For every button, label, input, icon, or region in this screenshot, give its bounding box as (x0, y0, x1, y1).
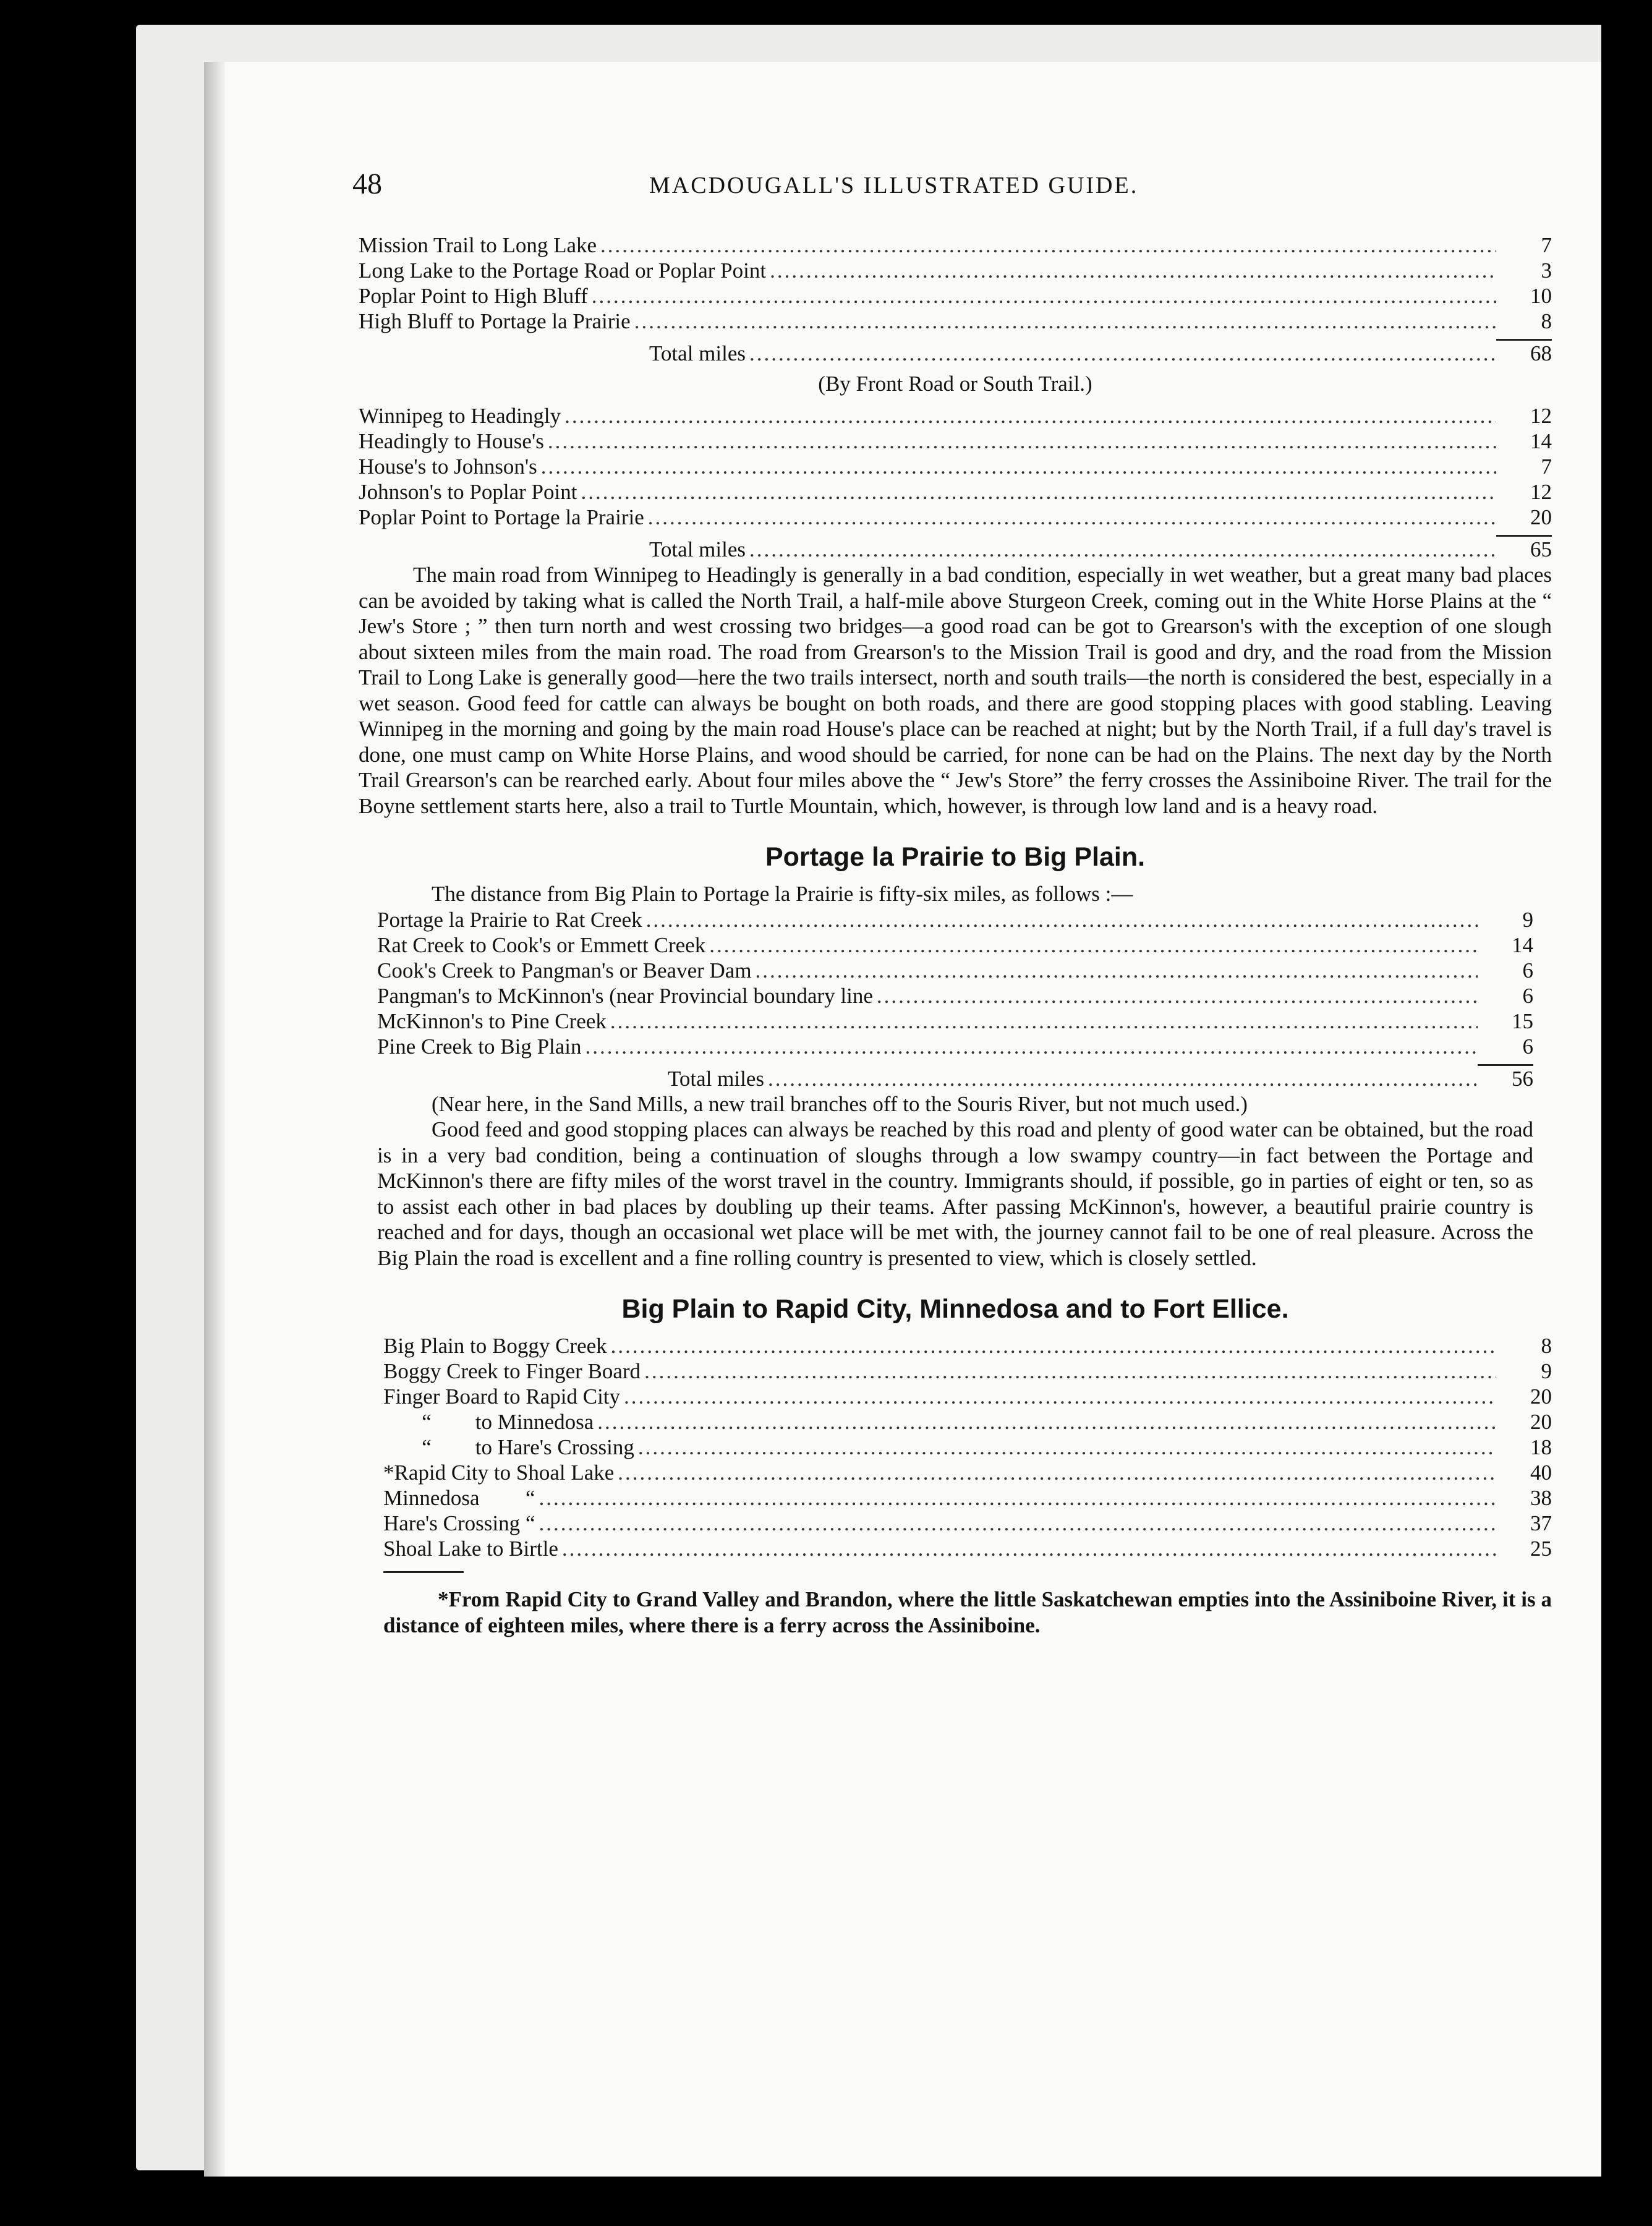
route-miles: 15 (1512, 1009, 1533, 1033)
rapid-city-table (359, 1333, 1552, 1561)
footnote-rule (383, 1571, 464, 1573)
route-label (383, 1511, 535, 1536)
distance-row (383, 1536, 1552, 1561)
ditto-mark: “ (422, 1410, 432, 1434)
route-miles: 6 (1522, 1034, 1533, 1059)
leader-dots (764, 1066, 1478, 1091)
leader-dots (597, 232, 1496, 258)
route-label: Headingly to House's (359, 429, 544, 453)
total-row (649, 341, 1552, 366)
binding-gutter (1601, 25, 1652, 2189)
route-miles: 14 (1530, 429, 1552, 453)
total-label: Total miles (649, 537, 746, 561)
route-label-text: to Hare's Crossing (475, 1435, 634, 1459)
total-miles: 68 (1530, 341, 1552, 365)
route-label (383, 1435, 634, 1460)
route-miles: 9 (1522, 907, 1533, 932)
distance-row (359, 429, 1552, 454)
distance-row (359, 454, 1552, 479)
route-miles: 3 (1541, 258, 1552, 283)
total-miles: 65 (1530, 537, 1552, 561)
route-label: Poplar Point to Portage la Prairie (359, 505, 644, 529)
leader-dots (561, 403, 1496, 429)
leader-dots (873, 983, 1478, 1009)
body-paragraph: The main road from Winnipeg to Headingly is generally in a bad condition, especially in wet weather, but a great many bad places can be avoided by taking what is called the North Trail, a half-mile above Sturgeon Creek, coming out in the White Horse Plains at the “ Jew's Store ; ” then turn north and west crossing two bridges—a good road can be got to Grearson's with the exception of one slough about sixteen miles from the main road. The road from Grearson's to the Mission Trail is good and dry, and the road from the Mission Trail to Long Lake is generally good—here the two trails intersect, north and south trails—the north is considered the best, especially in a wet season. Good feed for cattle can always be bought on both roads, and there are good stopping places with good stabling. Leaving Winnipeg in the morning and going by the main road House's place can be reached at night; but by the North Trail, if a full day's travel is done, one must camp on White Horse Plains, and wood should be carried, for none can be had on the Plains. The next day by the North Trail Grearson's can be rearched early. About four miles above the “ Jew's Store” the ferry crosses the Assiniboine River. The trail for the Boyne settlement starts here, also a trail to Turtle Mountain, which, however, is through low land and is a heavy road. (359, 563, 1552, 818)
distance-row (377, 1034, 1533, 1059)
route-miles: 20 (1530, 505, 1552, 529)
route-miles: 20 (1530, 1384, 1552, 1409)
route-label: McKinnon's to Pine Creek (377, 1009, 607, 1033)
leader-dots (577, 479, 1496, 505)
section-note: (Near here, in the Sand Mills, a new trail branches off to the Souris River, but not much used.) (432, 1091, 1248, 1116)
route-label: Poplar Point to High Bluff (359, 284, 588, 308)
leader-dots (607, 1009, 1478, 1034)
distance-row (359, 258, 1552, 283)
page-fold-shadow (204, 62, 225, 2177)
leader-dots (644, 505, 1496, 530)
leader-dots (558, 1536, 1496, 1561)
leader-dots (752, 958, 1478, 983)
front-road-subtitle: (By Front Road or South Trail.) (818, 372, 1092, 396)
route-label: Big Plain to Boggy Creek (383, 1334, 607, 1358)
distance-row (377, 932, 1533, 958)
route-miles: 40 (1530, 1461, 1552, 1485)
ditto-mark: “ (422, 1435, 432, 1459)
distance-row (383, 1333, 1552, 1358)
route-label: Rat Creek to Cook's or Emmett Creek (377, 932, 706, 957)
total-miles: 56 (1512, 1066, 1533, 1091)
route-miles: 6 (1522, 958, 1533, 983)
route-label: Boggy Creek to Finger Board (383, 1359, 641, 1383)
footnote: *From Rapid City to Grand Valley and Brandon, where the little Saskatchewan empties into the Assiniboine River, it is a distance of eighteen miles, where there is a ferry across the Assiniboine. (383, 1587, 1552, 1637)
distance-row (359, 309, 1552, 334)
route-miles: 18 (1530, 1435, 1552, 1459)
page-number: 48 (352, 168, 382, 200)
leader-dots (607, 1333, 1496, 1358)
total-row (649, 537, 1552, 562)
route-label: Finger Board to Rapid City (383, 1384, 621, 1409)
ditto-mark: “ (526, 1511, 535, 1535)
leader-dots (537, 454, 1496, 479)
distance-row (377, 958, 1533, 983)
distance-row (377, 983, 1533, 1009)
route-label-text: Minnedosa (383, 1486, 480, 1510)
leader-dots (641, 1358, 1496, 1384)
leader-dots (614, 1460, 1496, 1485)
route-label: *Rapid City to Shoal Lake (383, 1461, 615, 1485)
route-label-text: to Minnedosa (475, 1410, 594, 1434)
route-miles: 25 (1530, 1537, 1552, 1561)
distance-row (359, 232, 1552, 258)
route-miles: 12 (1530, 480, 1552, 504)
route-miles: 7 (1541, 454, 1552, 479)
distance-row (383, 1409, 1552, 1435)
leader-dots (634, 1435, 1496, 1460)
distance-row (359, 403, 1552, 429)
leader-dots (766, 258, 1496, 283)
leader-dots (535, 1511, 1496, 1536)
section-heading: Big Plain to Rapid City, Minnedosa and to Fort Ellice. (621, 1294, 1289, 1324)
north-trail-table (359, 232, 1552, 366)
route-label: House's to Johnson's (359, 454, 537, 479)
route-miles: 8 (1541, 309, 1552, 333)
portage-section (359, 881, 1552, 1271)
distance-row (383, 1435, 1552, 1460)
leader-dots (642, 907, 1478, 932)
route-miles: 10 (1530, 284, 1552, 308)
route-label: Johnson's to Poplar Point (359, 480, 577, 504)
route-label: Winnipeg to Headingly (359, 404, 561, 428)
distance-row (383, 1384, 1552, 1409)
distance-row (383, 1485, 1552, 1511)
route-miles: 38 (1530, 1486, 1552, 1510)
ditto-mark: “ (526, 1486, 535, 1510)
distance-row (377, 1009, 1533, 1034)
route-miles: 6 (1522, 983, 1533, 1008)
running-head: MACDOUGALL'S ILLUSTRATED GUIDE. (649, 173, 1139, 198)
body-paragraph: Good feed and good stopping places can always be reached by this road and plenty of good water can be obtained, but the road is in a very bad condition, being a continuation of sloughs through a low swampy country—in fact between the Portage and McKinnon's there are fifty miles of the worst travel in the country. Immigrants should, if possible, go in parties of eight or ten, so as to assist each other in bad places by doubling up their teams. After passing McKinnon's, however, a beautiful prairie country is reached and for days, though an occasional wet place will be met with, the journey cannot fail to be one of real pleasure. Across the Big Plain the road is excellent and a fine rolling country is presented to view, which is closely settled. (377, 1117, 1533, 1270)
distance-row (383, 1358, 1552, 1384)
route-miles: 14 (1512, 932, 1533, 957)
route-miles: 8 (1541, 1334, 1552, 1358)
total-label: Total miles (649, 341, 746, 365)
leader-dots (631, 309, 1496, 334)
route-label (383, 1409, 594, 1435)
distance-row (359, 479, 1552, 505)
section-heading: Portage la Prairie to Big Plain. (765, 842, 1146, 872)
route-label-text: Hare's Crossing (383, 1511, 521, 1535)
distance-row (359, 283, 1552, 309)
route-label (383, 1485, 535, 1511)
page-header (352, 167, 1552, 204)
distance-row (383, 1460, 1552, 1485)
leader-dots (544, 429, 1496, 454)
route-label: Cook's Creek to Pangman's or Beaver Dam (377, 958, 752, 983)
route-label: High Bluff to Portage la Prairie (359, 309, 631, 333)
route-miles: 7 (1541, 233, 1552, 257)
leader-dots (705, 932, 1478, 958)
leader-dots (588, 283, 1496, 309)
distance-row (383, 1511, 1552, 1536)
page-content (352, 167, 1552, 1639)
route-miles: 20 (1530, 1410, 1552, 1434)
distance-row (377, 907, 1533, 932)
leader-dots (746, 537, 1496, 562)
route-label: Long Lake to the Portage Road or Poplar Point (359, 258, 767, 283)
leader-dots (594, 1409, 1496, 1435)
total-row (668, 1066, 1533, 1091)
distance-row (359, 505, 1552, 530)
route-miles: 9 (1541, 1359, 1552, 1383)
route-label: Mission Trail to Long Lake (359, 233, 597, 257)
route-label: Pangman's to McKinnon's (near Provincial boundary line (377, 983, 873, 1008)
leader-dots (535, 1485, 1496, 1511)
section-intro: The distance from Big Plain to Portage la Prairie is fifty-six miles, as follows :— (432, 882, 1133, 906)
leader-dots (620, 1384, 1496, 1409)
total-label: Total miles (668, 1066, 764, 1091)
route-miles: 12 (1530, 404, 1552, 428)
route-label: Pine Creek to Big Plain (377, 1034, 582, 1059)
leader-dots (582, 1034, 1478, 1059)
front-road-table (359, 403, 1552, 562)
route-label: Shoal Lake to Birtle (383, 1537, 558, 1561)
route-miles: 37 (1530, 1511, 1552, 1535)
leader-dots (746, 341, 1496, 366)
route-label: Portage la Prairie to Rat Creek (377, 907, 642, 932)
